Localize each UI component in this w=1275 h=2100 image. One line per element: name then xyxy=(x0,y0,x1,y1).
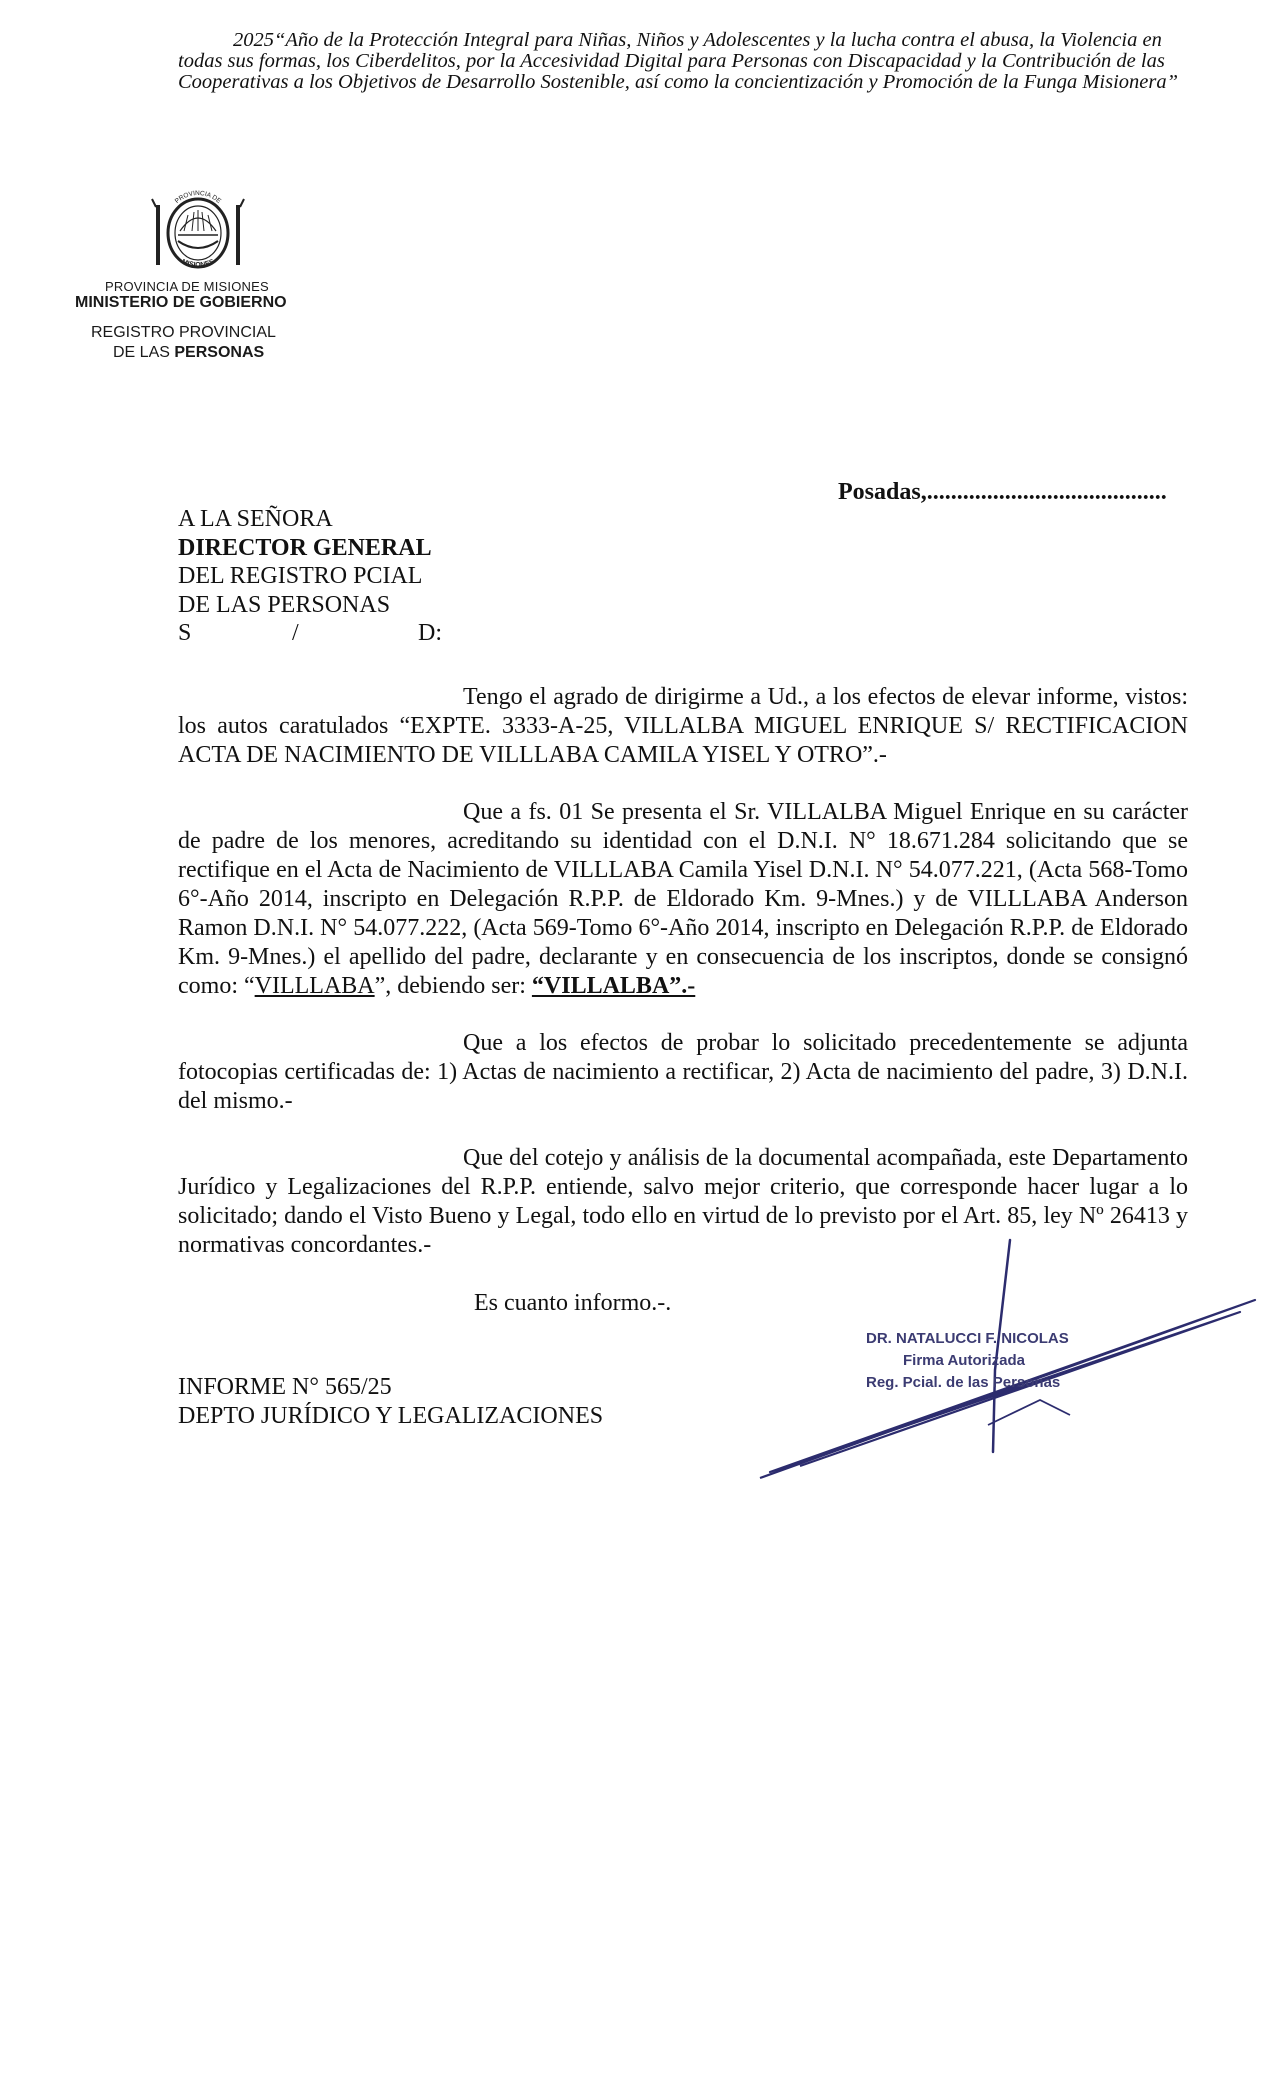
org-persons-strong: PERSONAS xyxy=(174,344,265,361)
paragraph-intro: Tengo el agrado de dirigirme a Ud., a los efectos de elevar informe, vistos: los autos caratulados “EXPTE. 3333-A-25, VILLALBA MIGUEL ENRIQUE S/ RECTIFICACION ACTA DE NACIMIENTO DE VILLLABA CAMILA YISEL Y OTRO”.- xyxy=(178,684,1188,768)
emblem-bottom-text: MISIONES xyxy=(180,258,216,269)
province-emblem-icon xyxy=(138,185,258,285)
wrong-surname: VILLLABA xyxy=(254,973,375,999)
request-mid: ”, debiendo ser: xyxy=(374,973,532,999)
paragraph-conclusion: Que del cotejo y análisis de la documental acompañada, este Departamento Jurídico y Legalizaciones del R.P.P. entiende, salvo mejor criterio, que corresponde hacer lugar a lo solicitado; dando el Visto Bueno y Legal, todo ello en virtud de lo previsto por el Art. 85, ley Nº 26413 y normativas concordantes.- xyxy=(178,1145,1188,1258)
stamp-registry: Reg. Pcial. de las Personas xyxy=(866,1374,1061,1391)
org-persons xyxy=(113,344,264,362)
sd-slash: / xyxy=(292,620,299,646)
org-ministry: MINISTERIO DE GOBIERNO xyxy=(75,294,287,311)
correct-surname: “VILLALBA”.- xyxy=(531,973,696,999)
addressee-line-2: DIRECTOR GENERAL xyxy=(178,534,432,561)
addressee-line-3: DEL REGISTRO PCIAL xyxy=(178,563,423,589)
addressee-sd xyxy=(178,619,444,647)
closing-line: Es cuanto informo.-. xyxy=(474,1290,672,1316)
stamp-name: DR. NATALUCCI F. NICOLAS xyxy=(866,1330,1069,1347)
place-date: Posadas,........................................ xyxy=(838,479,1167,505)
addressee-line-1: A LA SEÑORA xyxy=(178,506,333,532)
sd-d: D: xyxy=(418,620,442,646)
addressee-line-4: DE LAS PERSONAS xyxy=(178,591,391,618)
report-number: INFORME N° 565/25 xyxy=(178,1374,392,1400)
report-footer xyxy=(178,1373,603,1431)
report-department: DEPTO JURÍDICO Y LEGALIZACIONES xyxy=(178,1403,604,1429)
emblem-top-text: PROVINCIA DE xyxy=(173,189,223,205)
addressee-block xyxy=(178,505,444,647)
org-province: PROVINCIA DE MISIONES xyxy=(105,279,269,294)
org-registry: REGISTRO PROVINCIAL xyxy=(91,324,276,341)
handwritten-signature xyxy=(740,1220,1260,1480)
stamp-authorized: Firma Autorizada xyxy=(903,1352,1025,1369)
header-motto: 2025“Año de la Protección Integral para Niñas, Niños y Adolescentes y la lucha contra el abusa, la Violencia en todas sus formas, los Ciberdelitos, por la Accesividad Digital para Personas con Discapacidad y la Contribución de las Cooperativas a los Objetivos de Desarrollo Sostenible, así como la concientización y Promoción de la Funga Misionera” xyxy=(178,29,1179,93)
paragraph-evidence: Que a los efectos de probar lo solicitado precedentemente se adjunta fotocopias certificadas de: 1) Actas de nacimiento a rectificar, 2) Acta de nacimiento del padre, 3) D.N.I. del mismo.- xyxy=(178,1030,1188,1114)
request-text: Que a fs. 01 Se presenta el Sr. VILLALBA Miguel Enrique en su carácter de padre de los menores, acreditando su identidad con el D.N.I. N° 18.671.284 solicitando que se rectifique en el Acta de Nacimiento de VILLLABA Camila Yisel D.N.I. N° 54.077.221, (Acta 568-Tomo 6°-Año 2014, inscripto en Delegación R.P.P. de Eldorado Km. 9-Mnes.) y de VILLLABA Anderson Ramon D.N.I. N° 54.077.222, (Acta 569-Tomo 6°-Año 2014, inscripto en Delegación R.P.P. de Eldorado Km. 9-Mnes.) el apellido del padre, declarante y en consecuencia de los inscriptos, donde se consignó como: “ xyxy=(178,799,1188,999)
paragraph-request xyxy=(178,798,1188,1001)
org-persons-prefix: DE LAS xyxy=(113,344,170,361)
sd-s: S xyxy=(178,620,192,646)
